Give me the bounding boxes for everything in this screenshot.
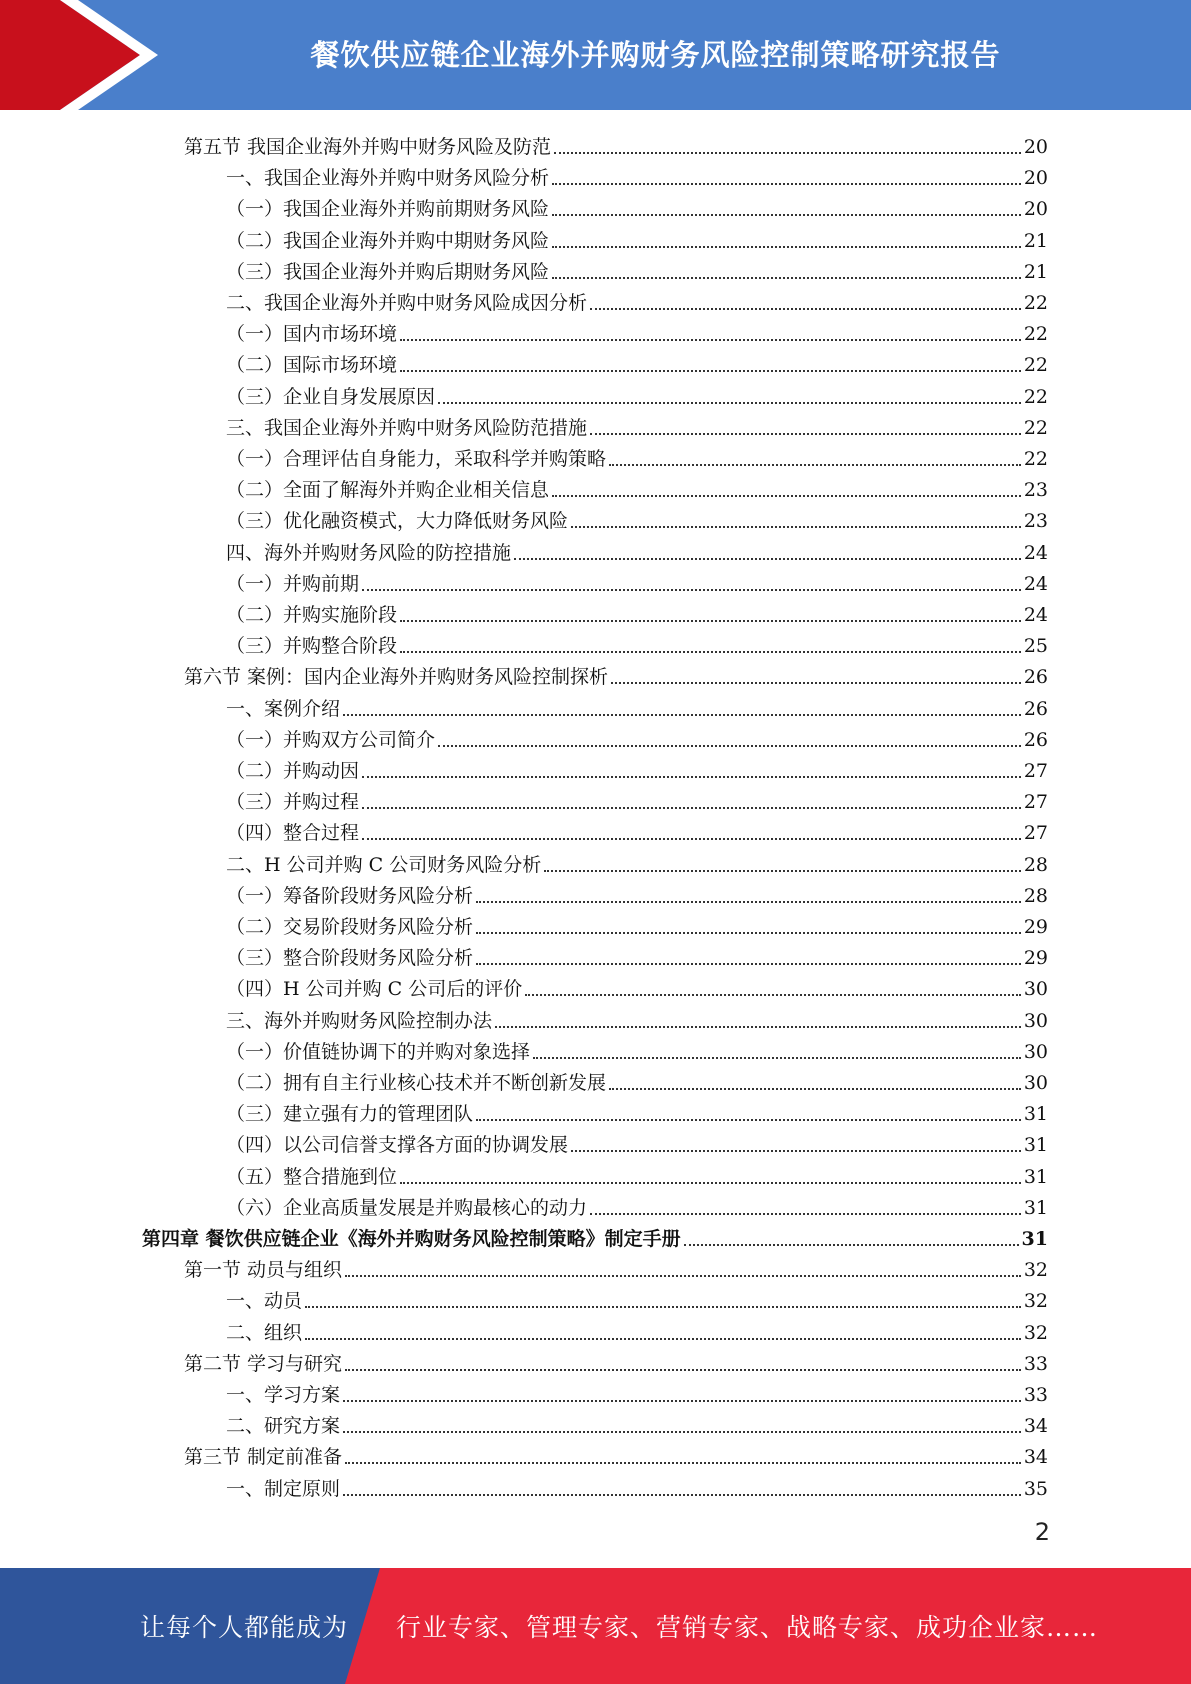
toc-entry-label: 三、我国企业海外并购中财务风险防范措施	[226, 417, 588, 439]
toc-entry[interactable]	[226, 627, 1048, 658]
toc-entry[interactable]	[226, 440, 1048, 471]
toc-entry-page: 32	[1023, 1290, 1048, 1312]
page-number: 2	[1034, 1518, 1050, 1546]
toc-entry-page: 23	[1023, 510, 1048, 532]
toc-leader-dots	[476, 931, 1021, 934]
toc-entry[interactable]	[226, 565, 1048, 596]
toc-leader-dots	[345, 1368, 1021, 1371]
toc-entry-label: 第四章 餐饮供应链企业《海外并购财务风险控制策略》制定手册	[142, 1228, 681, 1250]
toc-entry-page: 33	[1023, 1384, 1048, 1406]
toc-leader-dots	[400, 619, 1021, 622]
toc-entry-label: （二）全面了解海外并购企业相关信息	[226, 479, 550, 501]
toc-leader-dots	[533, 1056, 1021, 1059]
toc-leader-dots	[362, 837, 1021, 840]
toc-entry[interactable]	[226, 284, 1048, 315]
toc-entry[interactable]	[226, 315, 1048, 346]
toc-entry-label: （二）并购动因	[226, 760, 360, 782]
toc-leader-dots	[611, 681, 1021, 684]
toc-leader-dots	[525, 993, 1021, 996]
toc-entry-label: 第五节 我国企业海外并购中财务风险及防范	[184, 136, 552, 158]
toc-entry-label: （三）建立强有力的管理团队	[226, 1103, 474, 1125]
toc-entry[interactable]	[184, 658, 1048, 689]
toc-entry-label: 二、组织	[226, 1322, 303, 1344]
toc-entry-label: （二）交易阶段财务风险分析	[226, 916, 474, 938]
toc-entry-page: 31	[1021, 1228, 1048, 1250]
header-banner	[0, 0, 1191, 110]
toc-entry-label: （一）并购双方公司简介	[226, 729, 436, 751]
toc-entry-label: （五）整合措施到位	[226, 1166, 398, 1188]
toc-entry-page: 22	[1023, 448, 1048, 470]
toc-entry-label: （一）并购前期	[226, 573, 360, 595]
toc-entry-label: （二）并购实施阶段	[226, 604, 398, 626]
toc-entry[interactable]	[226, 690, 1048, 721]
toc-entry[interactable]	[184, 1251, 1048, 1282]
footer-slogan-right: 行业专家、管理专家、营销专家、战略专家、成功企业家……	[396, 1613, 1099, 1642]
toc-entry[interactable]	[226, 1002, 1048, 1033]
toc-entry[interactable]	[226, 1158, 1048, 1189]
toc-leader-dots	[552, 494, 1021, 497]
toc-entry-page: 31	[1023, 1197, 1048, 1219]
toc-entry[interactable]	[226, 939, 1048, 970]
toc-leader-dots	[345, 1461, 1021, 1464]
toc-leader-dots	[476, 1118, 1021, 1121]
toc-entry-label: （三）优化融资模式，大力降低财务风险	[226, 510, 569, 532]
toc-entry-page: 24	[1023, 573, 1048, 595]
toc-leader-dots	[343, 1493, 1021, 1496]
toc-entry-label: （二）拥有自主行业核心技术并不断创新发展	[226, 1072, 607, 1094]
toc-entry-page: 26	[1023, 729, 1048, 751]
toc-entry-page: 24	[1023, 604, 1048, 626]
toc-leader-dots	[400, 1181, 1021, 1184]
toc-entry[interactable]	[226, 1314, 1048, 1345]
toc-leader-dots	[305, 1337, 1021, 1340]
toc-entry[interactable]	[226, 877, 1048, 908]
toc-entry-page: 22	[1023, 323, 1048, 345]
toc-entry-page: 22	[1023, 417, 1048, 439]
toc-entry-page: 35	[1023, 1478, 1048, 1500]
toc-leader-dots	[438, 744, 1021, 747]
toc-entry[interactable]	[226, 783, 1048, 814]
toc-entry-page: 21	[1023, 230, 1048, 252]
toc-entry-page: 30	[1023, 1010, 1048, 1032]
toc-entry[interactable]	[226, 1095, 1048, 1126]
toc-entry[interactable]	[226, 378, 1048, 409]
toc-entry[interactable]	[226, 1189, 1048, 1220]
toc-leader-dots	[552, 213, 1021, 216]
toc-entry-page: 27	[1023, 822, 1048, 844]
toc-entry-label: 一、案例介绍	[226, 698, 341, 720]
toc-entry-label: 二、我国企业海外并购中财务风险成因分析	[226, 292, 588, 314]
toc-entry[interactable]	[226, 970, 1048, 1001]
toc-leader-dots	[476, 962, 1021, 965]
toc-entry-page: 31	[1023, 1134, 1048, 1156]
toc-leader-dots	[514, 557, 1021, 560]
footer-banner	[0, 1568, 1191, 1684]
toc-leader-dots	[609, 463, 1021, 466]
toc-entry-label: 一、我国企业海外并购中财务风险分析	[226, 167, 550, 189]
toc-entry[interactable]	[226, 1470, 1048, 1501]
toc-entry-page: 31	[1023, 1103, 1048, 1125]
toc-entry-label: 第三节 制定前准备	[184, 1446, 343, 1468]
toc-entry[interactable]	[226, 721, 1048, 752]
toc-leader-dots	[305, 1305, 1021, 1308]
toc-entry-label: （二）我国企业海外并购中期财务风险	[226, 230, 550, 252]
toc-entry-page: 30	[1023, 978, 1048, 1000]
toc-entry-label: （三）并购过程	[226, 791, 360, 813]
toc-entry[interactable]	[226, 846, 1048, 877]
toc-leader-dots	[362, 588, 1021, 591]
toc-entry-page: 22	[1023, 354, 1048, 376]
toc-entry[interactable]	[226, 502, 1048, 533]
toc-entry-label: （一）国内市场环境	[226, 323, 398, 345]
toc-entry-page: 25	[1023, 635, 1048, 657]
toc-leader-dots	[552, 276, 1021, 279]
toc-entry-label: （三）整合阶段财务风险分析	[226, 947, 474, 969]
toc-entry-page: 31	[1023, 1166, 1048, 1188]
toc-entry-label: （三）企业自身发展原因	[226, 386, 436, 408]
toc-entry-page: 23	[1023, 479, 1048, 501]
toc-leader-dots	[343, 1399, 1021, 1402]
toc-leader-dots	[476, 900, 1021, 903]
toc-entry-page: 28	[1023, 854, 1048, 876]
toc-leader-dots	[609, 1087, 1021, 1090]
toc-entry-page: 29	[1023, 947, 1048, 969]
toc-leader-dots	[345, 1274, 1021, 1277]
toc-entry-label: 一、动员	[226, 1290, 303, 1312]
toc-entry-page: 30	[1023, 1072, 1048, 1094]
toc-entry[interactable]	[184, 1438, 1048, 1469]
toc-entry-page: 34	[1023, 1415, 1048, 1437]
toc-leader-dots	[571, 525, 1021, 528]
toc-entry-page: 27	[1023, 760, 1048, 782]
toc-entry-label: （一）筹备阶段财务风险分析	[226, 885, 474, 907]
toc-entry-label: （四）整合过程	[226, 822, 360, 844]
toc-entry-page: 21	[1023, 261, 1048, 283]
toc-entry-page: 30	[1023, 1041, 1048, 1063]
toc-entry[interactable]	[226, 346, 1048, 377]
toc-leader-dots	[362, 806, 1021, 809]
toc-entry-label: （一）我国企业海外并购前期财务风险	[226, 198, 550, 220]
toc-entry[interactable]	[226, 1064, 1048, 1095]
toc-entry[interactable]	[184, 128, 1048, 159]
toc-entry[interactable]	[226, 190, 1048, 221]
footer-slogan-left: 让每个人都能成为	[140, 1613, 349, 1642]
toc-leader-dots	[438, 401, 1021, 404]
toc-entry-label: （一）合理评估自身能力，采取科学并购策略	[226, 448, 607, 470]
toc-leader-dots	[552, 182, 1021, 185]
toc-entry[interactable]	[226, 253, 1048, 284]
toc-entry-label: 第六节 案例：国内企业海外并购财务风险控制探析	[184, 666, 609, 688]
toc-entry[interactable]	[226, 1376, 1048, 1407]
toc-leader-dots	[400, 369, 1021, 372]
toc-entry-page: 20	[1023, 136, 1048, 158]
toc-entry[interactable]	[142, 1220, 1048, 1251]
toc-entry[interactable]	[226, 534, 1048, 565]
toc-leader-dots	[590, 432, 1021, 435]
toc-entry-page: 33	[1023, 1353, 1048, 1375]
toc-entry-page: 22	[1023, 292, 1048, 314]
toc-entry-label: （三）并购整合阶段	[226, 635, 398, 657]
toc-leader-dots	[590, 307, 1021, 310]
toc-leader-dots	[552, 245, 1021, 248]
toc-entry-page: 24	[1023, 542, 1048, 564]
toc-leader-dots	[684, 1243, 1019, 1246]
toc-leader-dots	[544, 869, 1021, 872]
toc-entry[interactable]	[226, 1407, 1048, 1438]
document-title: 餐饮供应链企业海外并购财务风险控制策略研究报告	[310, 38, 1001, 72]
toc-entry[interactable]	[226, 1033, 1048, 1064]
toc-leader-dots	[590, 1212, 1021, 1215]
toc-leader-dots	[400, 338, 1021, 341]
toc-entry-label: （一）价值链协调下的并购对象选择	[226, 1041, 531, 1063]
toc-entry[interactable]	[184, 1345, 1048, 1376]
toc-entry-label: 四、海外并购财务风险的防控措施	[226, 542, 512, 564]
toc-entry-label: 二、研究方案	[226, 1415, 341, 1437]
toc-leader-dots	[571, 1149, 1021, 1152]
toc-entry-label: 一、学习方案	[226, 1384, 341, 1406]
toc-entry-page: 20	[1023, 167, 1048, 189]
toc-entry[interactable]	[226, 1126, 1048, 1157]
toc-entry-page: 27	[1023, 791, 1048, 813]
toc-entry-page: 34	[1023, 1446, 1048, 1468]
toc-entry-label: （二）国际市场环境	[226, 354, 398, 376]
toc-entry-label: 第二节 学习与研究	[184, 1353, 343, 1375]
toc-entry-label: 一、制定原则	[226, 1478, 341, 1500]
toc-entry-label: （四）以公司信誉支撑各方面的协调发展	[226, 1134, 569, 1156]
toc-leader-dots	[495, 1025, 1021, 1028]
toc-entry[interactable]	[226, 752, 1048, 783]
toc-entry-label: （六）企业高质量发展是并购最核心的动力	[226, 1197, 588, 1219]
toc-leader-dots	[400, 650, 1021, 653]
toc-entry-label: （四）H 公司并购 C 公司后的评价	[226, 978, 523, 1000]
toc-entry-page: 32	[1023, 1259, 1048, 1281]
toc-entry-page: 32	[1023, 1322, 1048, 1344]
toc-entry-label: 第一节 动员与组织	[184, 1259, 343, 1281]
toc-entry[interactable]	[226, 908, 1048, 939]
toc-entry[interactable]	[226, 1282, 1048, 1313]
toc-entry-label: 三、海外并购财务风险控制办法	[226, 1010, 493, 1032]
toc-entry-label: 二、H 公司并购 C 公司财务风险分析	[226, 854, 542, 876]
toc-leader-dots	[554, 151, 1021, 154]
toc-entry-label: （三）我国企业海外并购后期财务风险	[226, 261, 550, 283]
toc-entry-page: 28	[1023, 885, 1048, 907]
toc-entry[interactable]	[226, 596, 1048, 627]
toc-leader-dots	[343, 1430, 1021, 1433]
toc-entry[interactable]	[226, 814, 1048, 845]
toc-entry-page: 29	[1023, 916, 1048, 938]
toc-entry-page: 22	[1023, 386, 1048, 408]
toc-entry[interactable]	[226, 222, 1048, 253]
toc-entry-page: 26	[1023, 698, 1048, 720]
toc-leader-dots	[343, 713, 1021, 716]
toc-entry[interactable]	[226, 159, 1048, 190]
toc-entry-page: 20	[1023, 198, 1048, 220]
toc-entry[interactable]	[226, 471, 1048, 502]
toc-entry[interactable]	[226, 409, 1048, 440]
toc-leader-dots	[362, 775, 1021, 778]
toc-entry-page: 26	[1023, 666, 1048, 688]
